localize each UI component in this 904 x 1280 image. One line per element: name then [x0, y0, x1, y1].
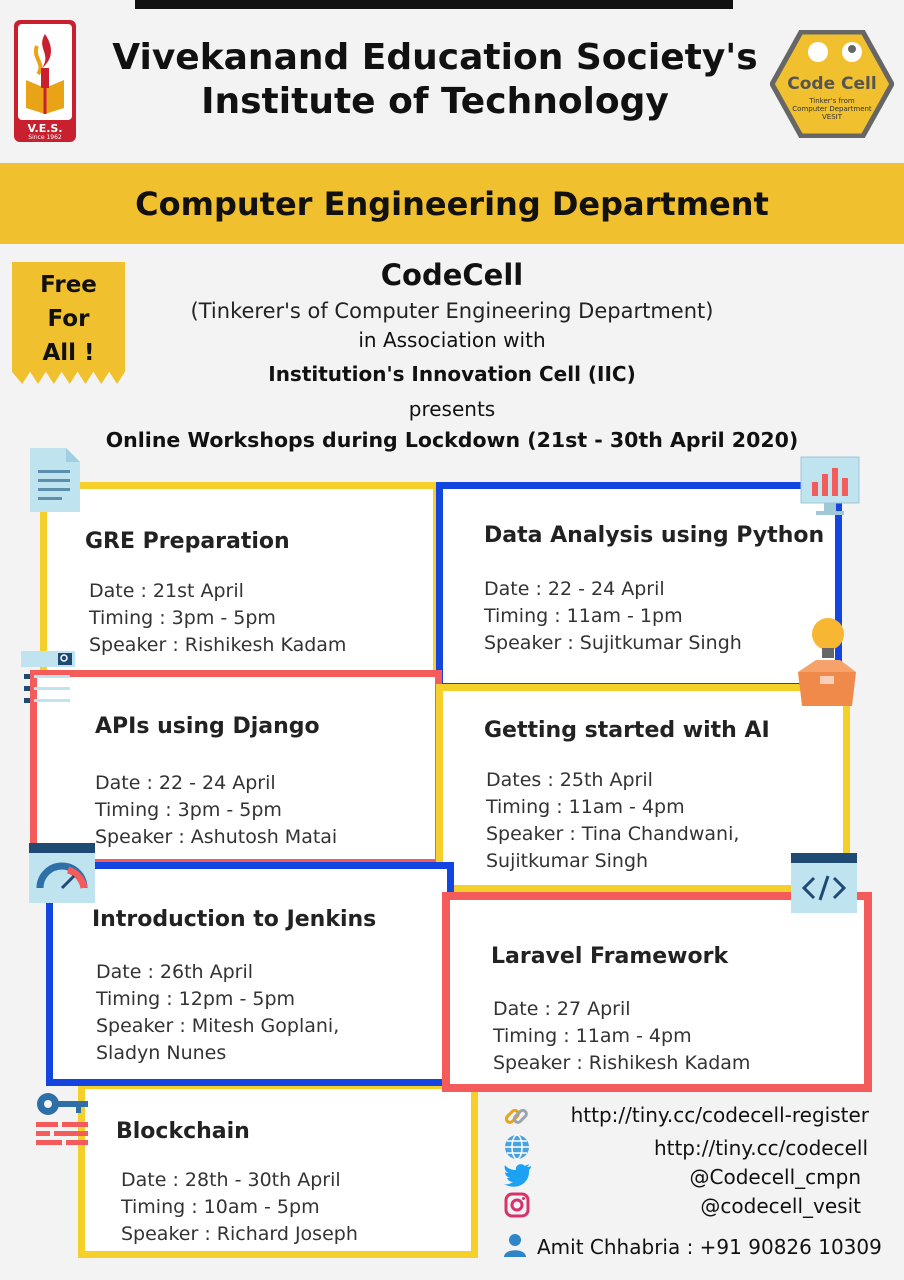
ves-since: Since 1962 [28, 134, 62, 141]
website-link[interactable]: http://tiny.cc/codecell [653, 1136, 868, 1160]
code-window-icon [790, 852, 858, 914]
free-badge-text: Free For All ! [40, 272, 97, 366]
twitter-handle[interactable]: @Codecell_cmpn [689, 1165, 861, 1189]
workshop-details: Date : 26th April Timing : 12pm - 5pm Speaker : Mitesh Goplani, Sladyn Nunes [96, 961, 340, 1064]
document-icon [28, 446, 82, 514]
workshop-title: GRE Preparation [85, 529, 290, 554]
workshop-details: Date : 22 - 24 April Timing : 3pm - 5pm Speaker : Ashutosh Matai [95, 772, 338, 848]
workshop-card-blockchain [78, 1082, 478, 1258]
codecell-brand: Code Cell [787, 74, 877, 94]
person-icon [503, 1233, 527, 1257]
partner-name: Institution's Innovation Cell (IIC) [268, 362, 636, 386]
codecell-logo [770, 30, 894, 138]
workshop-card-django [30, 670, 442, 866]
speedometer-icon [28, 842, 96, 904]
workshop-title: Data Analysis using Python [484, 523, 825, 548]
link-icon [503, 1103, 529, 1129]
register-link[interactable]: http://tiny.cc/codecell-register [570, 1103, 869, 1127]
workshop-card-python [436, 482, 842, 690]
idea-box-icon [796, 614, 858, 708]
codecell-tagline: Tinker's from Computer Department VESIT [792, 97, 872, 121]
key-blockchain-icon [34, 1090, 94, 1148]
association-text: in Association with [358, 328, 546, 352]
workshop-title: Getting started with AI [484, 718, 770, 743]
contact-person: Amit Chhabria : +91 90826 10309 [537, 1235, 882, 1259]
instagram-icon [504, 1192, 530, 1218]
ves-logo [14, 20, 76, 142]
workshop-details: Date : 22 - 24 April Timing : 11am - 1pm Speaker : Sujitkumar Singh [484, 578, 742, 654]
workshop-title: Blockchain [116, 1119, 250, 1144]
workshop-details: Date : 27 April Timing : 11am - 4pm Speaker : Rishikesh Kadam [493, 998, 751, 1074]
department-title: Computer Engineering Department [135, 185, 769, 223]
institute-title-line2: Institute of Technology [201, 81, 669, 122]
instagram-handle[interactable]: @codecell_vesit [700, 1194, 861, 1218]
chart-monitor-icon [800, 456, 860, 516]
institute-title-line1: Vivekanand Education Society's [112, 37, 758, 78]
twitter-icon [504, 1163, 532, 1187]
workshop-card-gre [40, 482, 440, 678]
workshop-title: Laravel Framework [491, 944, 729, 969]
workshop-title: APIs using Django [95, 714, 320, 739]
presents-text: presents [408, 397, 496, 421]
workshop-card-ai [436, 684, 850, 892]
workshop-details: Dates : 25th April Timing : 11am - 4pm Speaker : Tina Chandwani, Sujitkumar Singh [486, 769, 740, 872]
codecell-subtitle: (Tinkerer's of Computer Engineering Department) [190, 299, 714, 323]
workshops-headline: Online Workshops during Lockdown (21st - 30th April 2020) [105, 428, 799, 452]
codecell-heading: CodeCell [380, 258, 524, 292]
torch-book-icon [22, 30, 68, 116]
workshop-card-laravel [442, 892, 872, 1092]
ves-initials: V.E.S. [27, 122, 63, 135]
top-bar [135, 0, 733, 9]
globe-icon [503, 1133, 531, 1161]
workshop-details: Date : 28th - 30th April Timing : 10am - 5pm Speaker : Richard Joseph [121, 1169, 358, 1245]
workshop-details: Date : 21st April Timing : 3pm - 5pm Speaker : Rishikesh Kadam [89, 580, 347, 656]
workshop-title: Introduction to Jenkins [92, 907, 377, 932]
workshop-card-jenkins [46, 862, 454, 1086]
search-window-icon [20, 650, 76, 712]
